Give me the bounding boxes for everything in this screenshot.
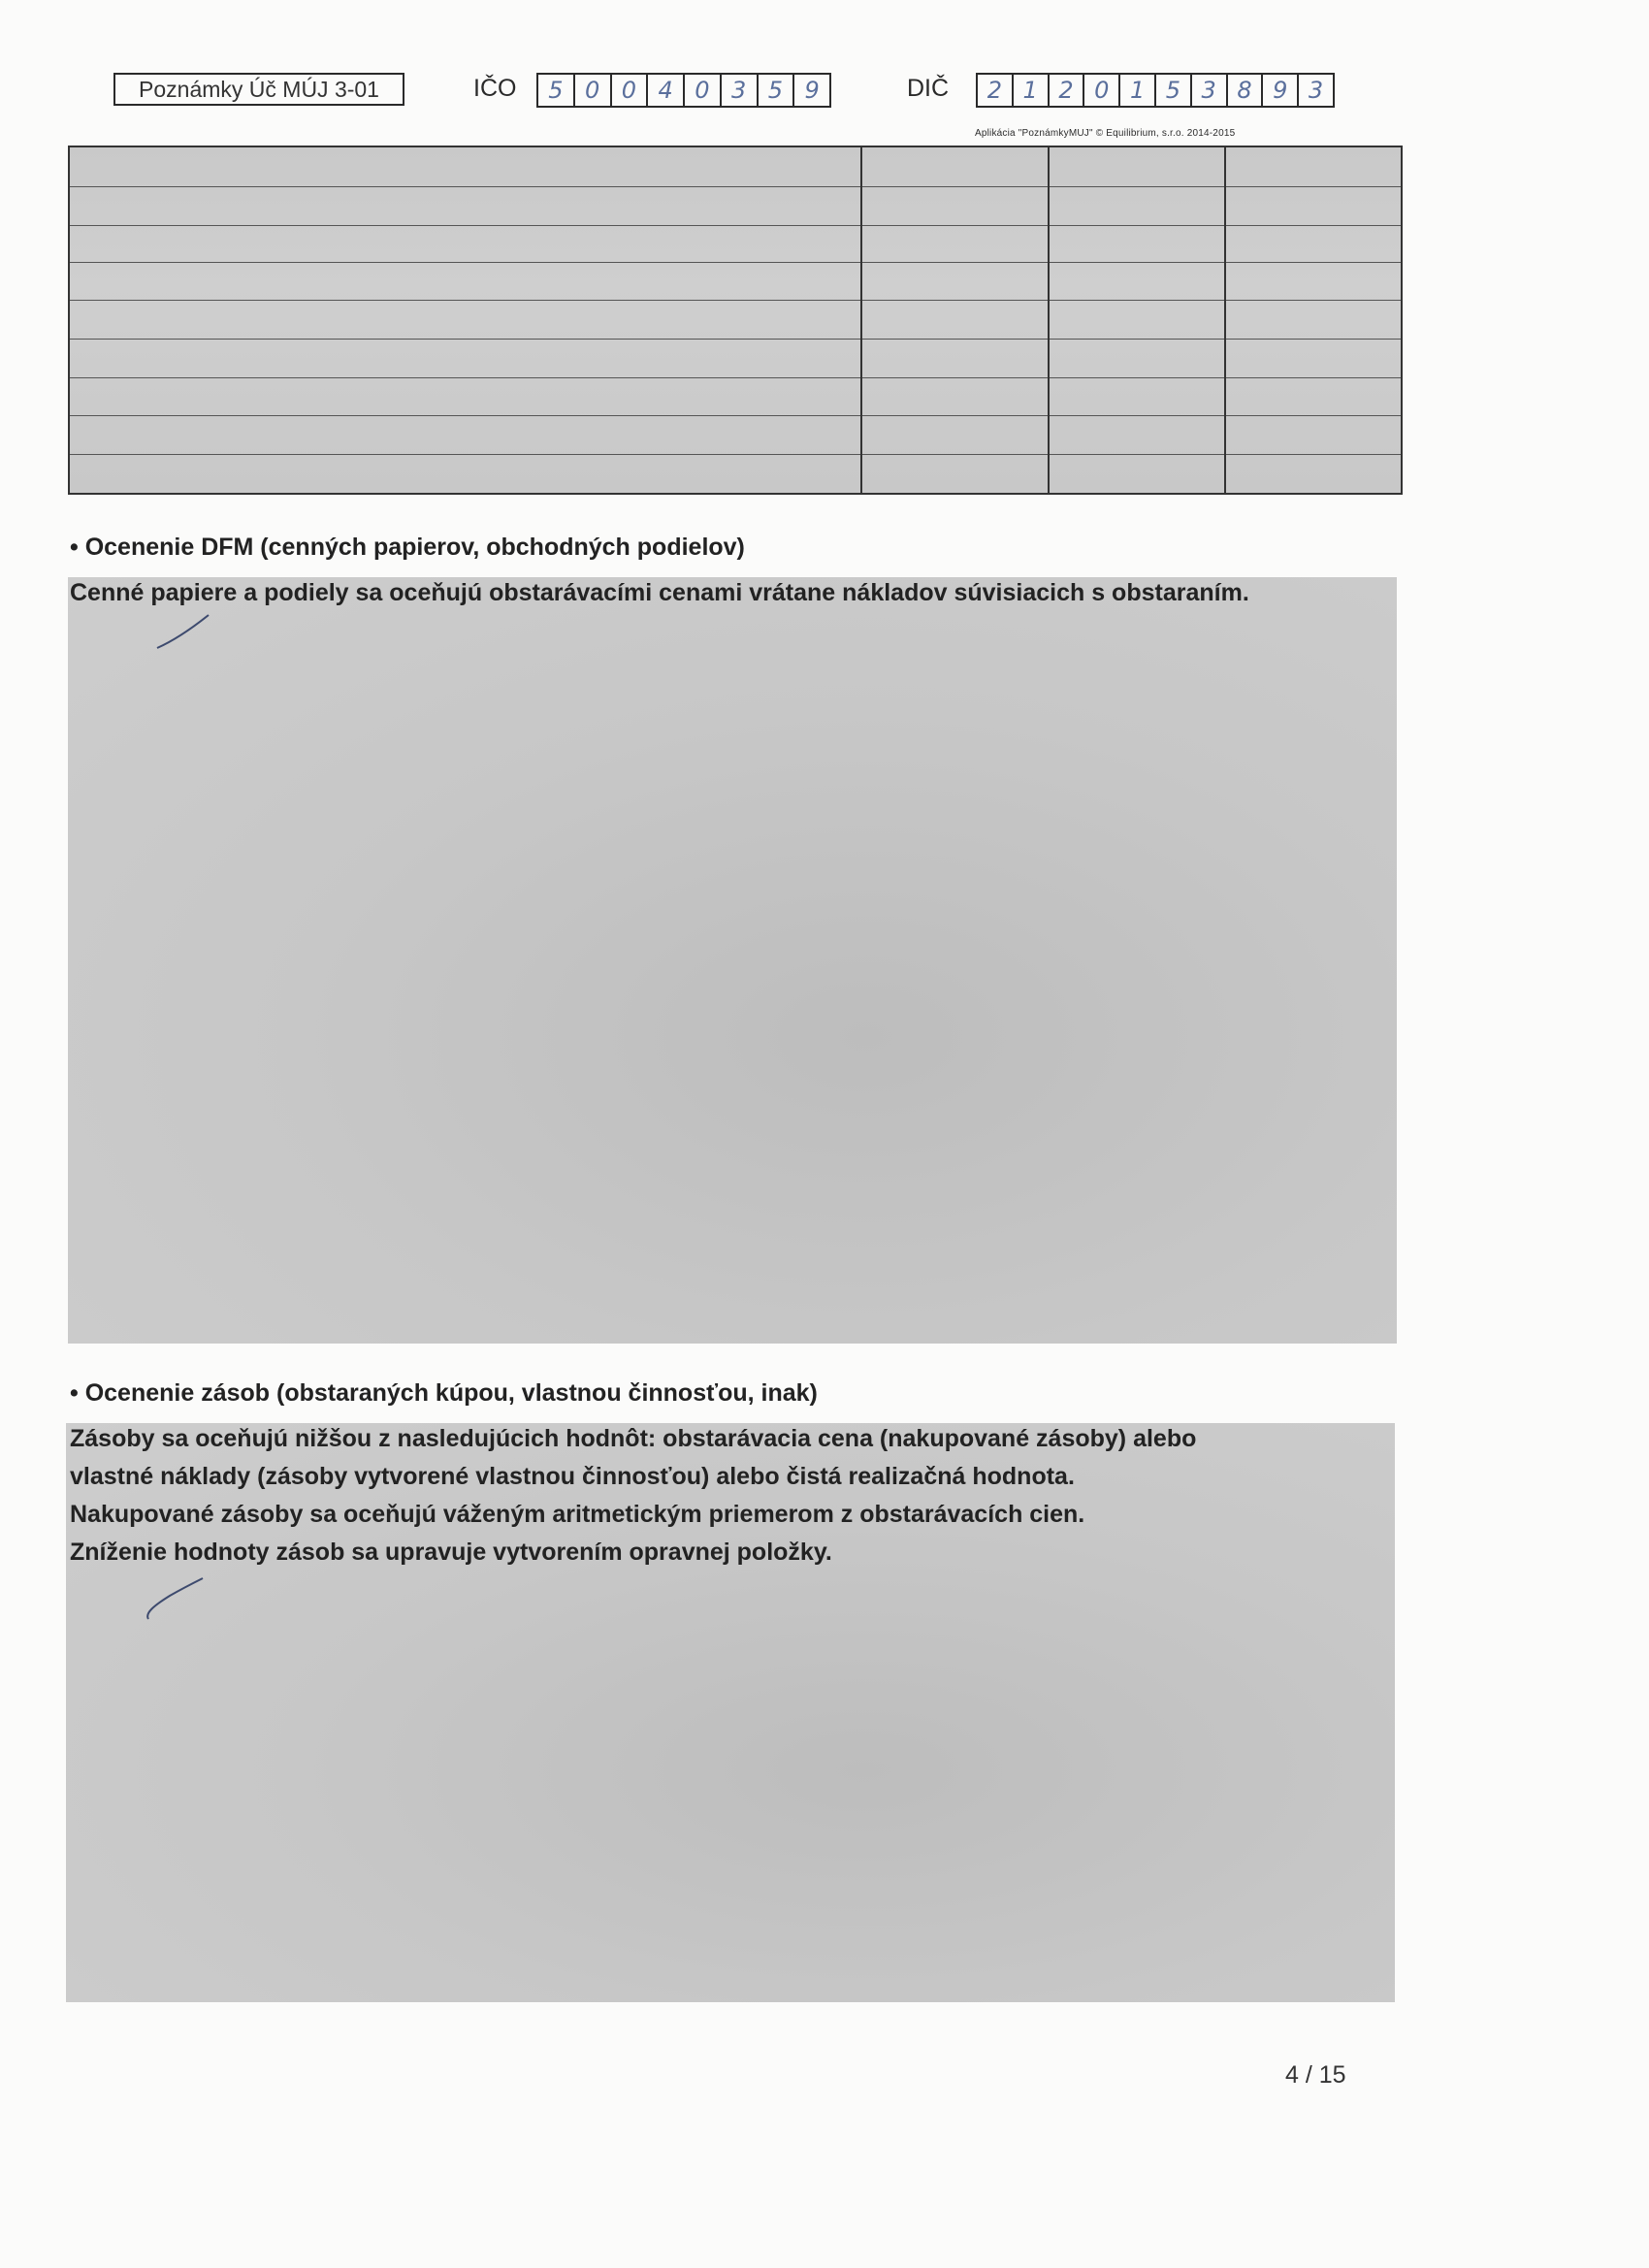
dic-digit: 2 (1050, 75, 1085, 106)
section-text-inventory (70, 1420, 1196, 1571)
section-text-dfm (70, 574, 1249, 612)
ico-label: IČO (473, 75, 517, 102)
section-title-dfm: • Ocenenie DFM (cenných papierov, obchodných podielov) (70, 534, 745, 561)
table-row-line (70, 339, 1401, 340)
shaded-text-area (68, 577, 1397, 1344)
text-line: Cenné papiere a podiely sa oceňujú obstarávacími cenami vrátane nákladov súvisiacich s obstaraním. (70, 579, 1249, 606)
ico-digit: 3 (722, 75, 759, 106)
section-title-inventory: • Ocenenie zásob (obstaraných kúpou, vlastnou činnosťou, inak) (70, 1379, 818, 1407)
table-row-line (70, 415, 1401, 416)
checkmark-icon (155, 613, 213, 652)
text-line: Zníženie hodnoty zásob sa upravuje vytvorením opravnej položky. (70, 1539, 832, 1566)
dic-digit: 5 (1156, 75, 1192, 106)
ico-digit: 5 (538, 75, 575, 106)
table-row-line (70, 225, 1401, 226)
dic-digit: 0 (1084, 75, 1120, 106)
dic-label: DIČ (907, 75, 950, 102)
dic-digit: 2 (978, 75, 1014, 106)
page-number: 4 / 15 (1285, 2061, 1346, 2089)
ico-digit-boxes (536, 73, 831, 108)
table-col-line (1048, 147, 1050, 493)
text-line: Zásoby sa oceňujú nižšou z nasledujúcich hodnôt: obstarávacia cena (nakupované zásoby) alebo (70, 1425, 1197, 1452)
table-row-line (70, 186, 1401, 187)
ico-digit: 0 (685, 75, 722, 106)
table-row-line (70, 300, 1401, 301)
dic-digit-boxes (976, 73, 1335, 108)
app-credit: Aplikácia "PoznámkyMUJ" © Equilibrium, s.r.o. 2014-2015 (975, 128, 1236, 139)
table-col-line (1224, 147, 1226, 493)
text-line: vlastné náklady (zásoby vytvorené vlastnou činnosťou) alebo čistá realizačná hodnota. (70, 1463, 1075, 1490)
text-line: Nakupované zásoby sa oceňujú váženým aritmetickým priemerom z obstarávacích cien. (70, 1501, 1085, 1528)
empty-table (68, 146, 1403, 495)
ico-digit: 5 (759, 75, 795, 106)
dic-digit: 1 (1014, 75, 1050, 106)
ico-digit: 9 (804, 77, 820, 104)
dic-digit: 3 (1192, 75, 1228, 106)
dic-digit: 9 (1263, 75, 1299, 106)
table-row-line (70, 377, 1401, 378)
ico-digit: 0 (575, 75, 612, 106)
table-row-line (70, 262, 1401, 263)
ico-digit: 4 (648, 75, 685, 106)
table-row-line (70, 454, 1401, 455)
dic-digit: 8 (1228, 75, 1264, 106)
dic-digit: 1 (1120, 75, 1156, 106)
dic-digit: 3 (1308, 77, 1324, 104)
ico-digit: 0 (612, 75, 649, 106)
checkmark-icon (141, 1576, 209, 1625)
form-id-box: Poznámky Úč MÚJ 3-01 (113, 73, 404, 106)
table-col-line (860, 147, 862, 493)
